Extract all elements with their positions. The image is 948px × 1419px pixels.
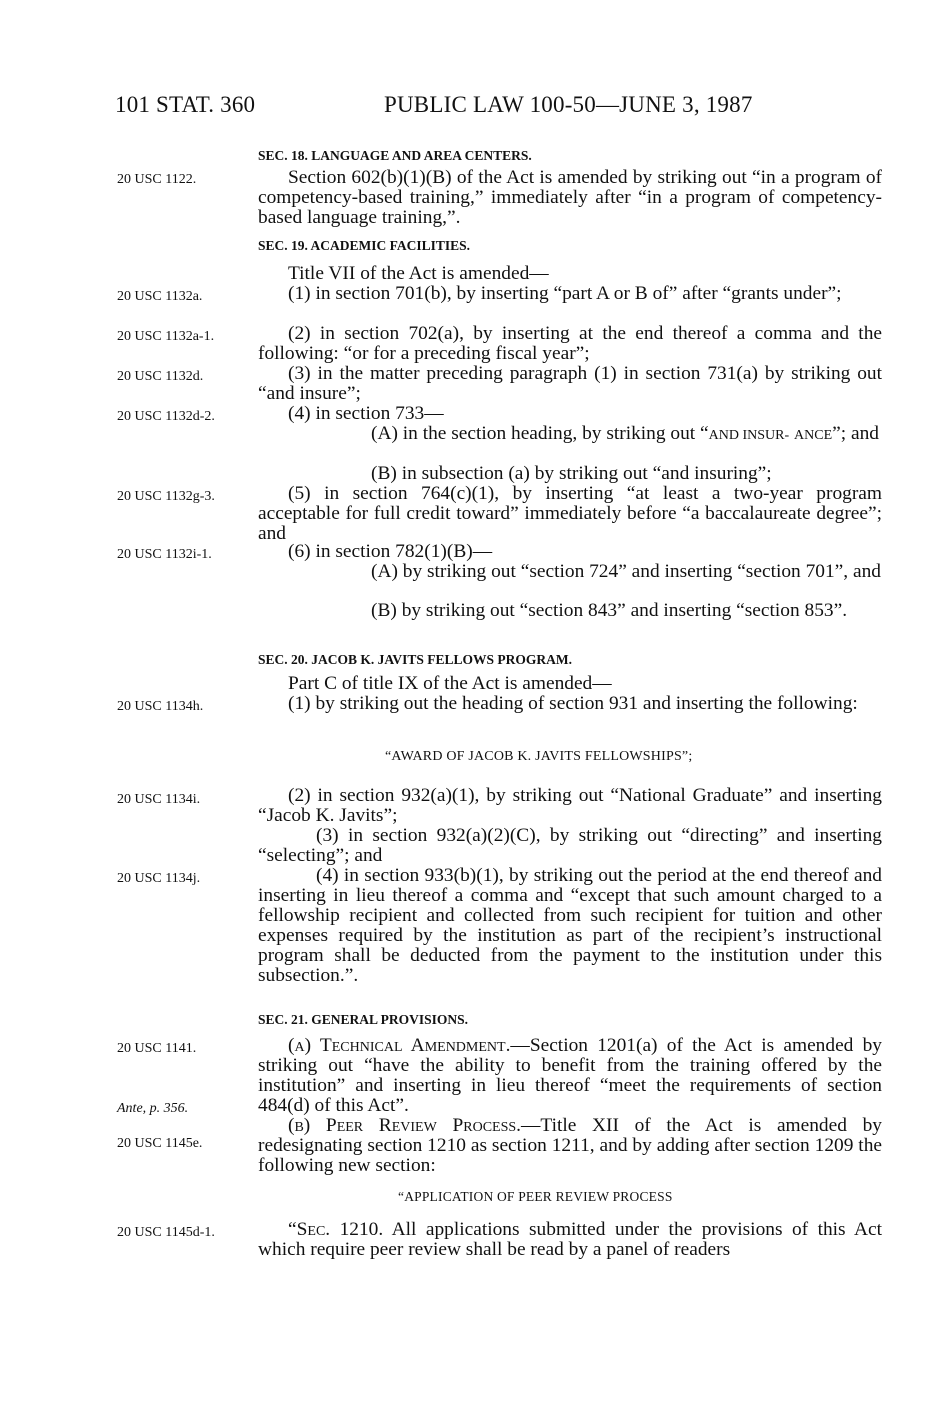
section-20-quoted-heading: “AWARD OF JACOB K. JAVITS FELLOWSHIPS”; [385, 749, 693, 764]
section-1210-label: “Sec. 1210. [288, 1219, 384, 1240]
section-19-para-4a [321, 424, 882, 446]
section-20-para-3: (3) in section 932(a)(2)(C), by striking out “directing” and inserting “selecting”; and [258, 825, 882, 866]
section-19-para-3: (3) in the matter preceding paragraph (1) in section 731(a) by striking out “and insure”; [258, 363, 882, 404]
section-19-para-6b: (B) by striking out “section 843” and inserting “section 853”. [371, 600, 848, 621]
section-20-para-2: (2) in section 932(a)(1), by striking out “National Graduate” and inserting “Jacob K. Javits”; [258, 785, 882, 826]
subsection-a-label: (a) Technical Amendment. [288, 1035, 511, 1056]
section-21-heading: SEC. 21. GENERAL PROVISIONS. [258, 1012, 469, 1027]
text-run: ”; and [832, 423, 879, 444]
text-run: (A) in the section heading, by striking out “ [371, 423, 709, 444]
section-19-para-1: (1) in section 701(b), by inserting “part A or B of” after “grants under”; [288, 283, 842, 304]
subsection-b-label: (b) Peer Review Process. [288, 1115, 522, 1136]
section-19-para-4b: (B) in subsection (a) by striking out “and insuring”; [371, 463, 772, 484]
section-19-para-4: (4) in section 733— [288, 403, 444, 424]
margin-note: 20 USC 1134j. [117, 871, 201, 886]
margin-note: 20 USC 1132a. [117, 289, 203, 304]
small-caps-run: AND INSUR- [708, 428, 790, 443]
section-20-para-4: (4) in section 933(b)(1), by striking out the period at the end thereof and inserting in lieu thereof a comma and “except that such amount charged to a fellowship recipient and collected from such recipient for tuition and other expenses required by the institution as part of the recipient’s instructional program shall be deducted from the payment to the institution under this subsection.”. [258, 865, 882, 986]
margin-note: 20 USC 1132d. [117, 369, 204, 384]
margin-note: 20 USC 1145d-1. [117, 1225, 215, 1240]
subsection-b-body: —Title XII of the Act is amended by redesignating section 1210 as section 1211, and by adding after section 1209 the following new section: [258, 1115, 882, 1176]
section-21-quoted-heading: “APPLICATION OF PEER REVIEW PROCESS [398, 1189, 673, 1204]
section-19-para-2: (2) in section 702(a), by inserting at the end thereof a comma and the following: “or for a preceding fiscal year”; [258, 323, 882, 364]
section-21-subsection-b [258, 1116, 882, 1176]
section-18-heading: SEC. 18. LANGUAGE AND AREA CENTERS. [258, 148, 532, 163]
section-19-para-5: (5) in section 764(c)(1), by inserting “at least a two-year program acceptable for full credit toward” immediately before “a baccalaureate degree”; and [258, 483, 882, 544]
margin-note: 20 USC 1132d-2. [117, 409, 215, 424]
section-19-heading: SEC. 19. ACADEMIC FACILITIES. [258, 238, 471, 253]
section-20-para-1: (1) by striking out the heading of section 931 and inserting the following: [288, 693, 858, 714]
margin-note: 20 USC 1134h. [117, 699, 204, 714]
small-caps-run: ANCE [794, 428, 833, 443]
section-20-heading: SEC. 20. JACOB K. JAVITS FELLOWS PROGRAM. [258, 652, 573, 667]
page-running-title: PUBLIC LAW 100-50—JUNE 3, 1987 [384, 92, 753, 117]
margin-note: 20 USC 1134i. [117, 792, 201, 807]
subsection-a-body: —Section 1201(a) of the Act is amended by striking out “have the ability to benefit from the training offered by the institution” and inserting in lieu thereof “meet the requirements of section 484(d) of this Act”. [258, 1035, 882, 1116]
section-1210-text [258, 1220, 882, 1260]
margin-note: 20 USC 1145e. [117, 1136, 203, 1151]
section-19-intro: Title VII of the Act is amended— [288, 263, 549, 284]
margin-note: 20 USC 1122. [117, 172, 197, 187]
section-18-body: Section 602(b)(1)(B) of the Act is amended by striking out “in a program of competency-based training,” immediately after “in a program of competency-based language training,”. [258, 167, 882, 228]
section-20-intro: Part C of title IX of the Act is amended— [288, 673, 612, 694]
margin-note: 20 USC 1132i-1. [117, 547, 212, 562]
section-1210-body: All applications submitted under the provisions of this Act which require peer review shall be read by a panel of readers [258, 1219, 882, 1260]
margin-note: 20 USC 1141. [117, 1041, 197, 1056]
margin-note: 20 USC 1132a-1. [117, 329, 215, 344]
section-19-para-6: (6) in section 782(1)(B)— [288, 541, 493, 562]
section-21-subsection-a [258, 1036, 882, 1116]
margin-note: Ante, p. 356. [117, 1101, 189, 1116]
section-19-para-6a: (A) by striking out “section 724” and inserting “section 701”, and [371, 561, 881, 582]
margin-note: 20 USC 1132g-3. [117, 489, 215, 504]
page-stat-number: 101 STAT. 360 [115, 92, 256, 117]
